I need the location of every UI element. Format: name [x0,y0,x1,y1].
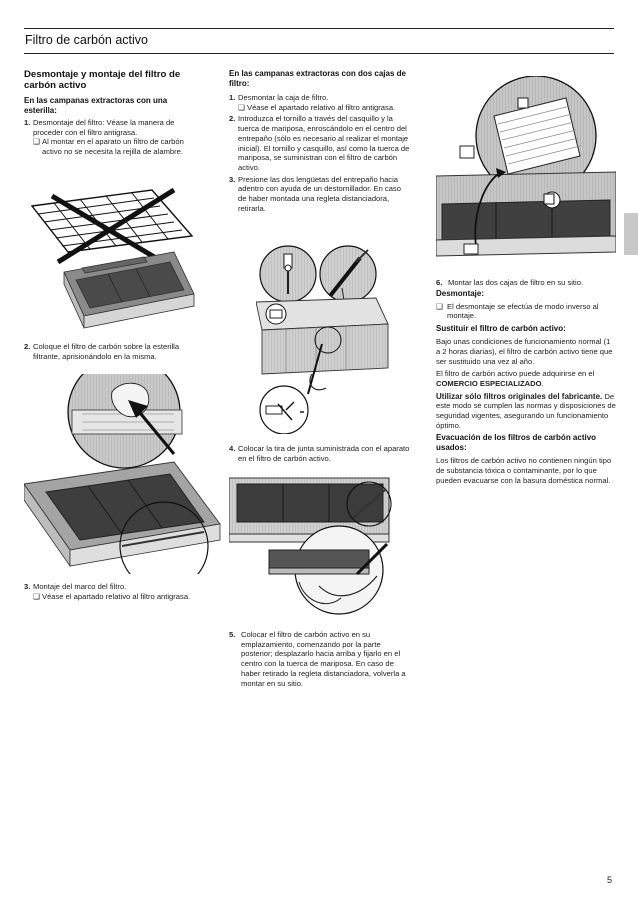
step-number: 4. [229,444,236,453]
step-text: Colocar la tira de junta suministrada con el aparato en el filtro de carbón activo. [238,444,410,463]
illustration-wire-grid-crossed [24,176,200,334]
col2-heading: En las campanas extractoras con dos cajas de filtro: [229,69,406,88]
illustration-mount-filter-boxes [436,76,616,270]
originales-bold: Utilizar sólo filtros originales del fabricante. [436,391,603,401]
step-text: Introduzca el tornillo a través del casquillo y la tuerca de mariposa, enroscándolo en el centro del entrepaño (sólo es necesario al realizar el montaje inicial). El tornillo y casquillo, así como la tuerca de mariposa, se suministran con el filtro de carbón activo. [238,114,410,172]
step-number: 2. [24,342,31,351]
header-rule-top [24,28,614,29]
step-text: Presione las dos lengüetas del entrepaño hacia adentro con ayuda de un destornillador. En caso de haber montada una regleta distanciadora, retirarla. [238,174,401,213]
col3-text [436,278,616,486]
note-text: Véase el apartado relativo al filtro antigrasa. [247,102,396,112]
col1-step-1-note [24,137,200,156]
evacuacion-paragraph: Los filtros de carbón activo no contienen ningún tipo de substancia tóxica o contaminante, por lo que pueden evacuarse con la basura doméstica normal. [436,456,612,485]
step-text: Coloque el filtro de carbón sobre la esterilla filtrante, aprisionándolo en la misma. [33,342,180,361]
sustituir-paragraph-2 [436,369,616,388]
step-text: Desmontar la caja de filtro. [238,93,329,102]
section-side-tab [624,213,638,255]
col1-intro [24,69,200,157]
col1-step-1 [24,118,200,137]
checkbox-bullet-icon: ❑ [33,137,40,147]
step-text: Colocar el filtro de carbón activo en su emplazamiento, comenzando por la parte posterior; desplazarlo hacia arriba y fijarlo en el centro con la tuerca de mariposa. En caso de haber retirado la regleta distanciadora, volverla a montar en su sitio. [241,630,406,688]
step-number: 6. [436,278,443,287]
step-number: 1. [24,118,31,127]
note-text: Véase el apartado relativo al filtro antigrasa. [42,591,191,601]
col2-step-4 [229,444,411,463]
step-number: 5. [229,630,236,639]
step-number: 3. [24,582,31,591]
checkbox-bullet-icon: ❑ [238,102,245,112]
step-number: 2. [229,114,236,124]
checkbox-bullet-icon: ❑ [436,301,443,311]
col2-step-1 [229,93,411,103]
col2-step-1-note [229,103,411,113]
illustration-place-carbon-filter [24,374,224,574]
step-number: 3. [229,174,236,184]
originales-paragraph [436,392,616,431]
originales-text: De este modo se cumplen las normas y disposiciones de seguridad vigentes, asegurando un funcionamiento óptimo. [436,391,616,430]
step-number: 1. [229,93,236,102]
sustituir-text-suffix: . [541,378,544,388]
header-rule-bottom [24,53,614,54]
comercio-especializado: COMERCIO ESPECIALIZADO [436,378,542,388]
sustituir-text-prefix: El filtro de carbón activo puede adquirirse en el [436,369,595,379]
step-text: Montaje del marco del filtro. [33,582,127,591]
desmontaje-heading: Desmontaje: [436,288,485,298]
illustration-screw-and-tabs [256,244,406,434]
desmontaje-note [436,302,616,321]
col2-step-5-block [229,630,411,688]
page-number: 5 [607,875,613,885]
col2-step-3 [229,175,411,214]
col2-intro [229,69,411,213]
evacuacion-heading: Evacuación de los filtros de carbón activo usados: [436,433,597,453]
col1-step-2-block [24,342,200,361]
col1-subheading: En las campanas extractoras con una esterilla: [24,96,168,115]
col1-step-3-block [24,582,200,601]
col1-step-3-note [24,592,200,602]
col1-step-2 [24,342,200,361]
sustituir-paragraph-1: Bajo unas condiciones de funcionamiento normal (1 a 2 horas diarias), el filtro de carbón activo tiene que ser sustituido una vez al año. [436,337,613,366]
col1-step-3 [24,582,200,592]
step-text: Montar las dos cajas de filtro en su sitio. [448,278,584,287]
illustration-gasket-strip [229,470,411,620]
desmontaje-text: El desmontaje se efectúa de modo inverso al montaje. [447,301,599,321]
step-text: Desmontaje del filtro: Véase la manera de proceder con el filtro antigrasa. [33,118,175,137]
page-title: Filtro de carbón activo [25,33,148,47]
checkbox-bullet-icon: ❑ [33,591,40,601]
col2-step-4-block [229,444,411,463]
col3-step-6 [436,278,616,288]
note-text: Al montar en el aparato un filtro de carbón activo no se necesita la rejilla de alambre. [42,137,184,157]
sustituir-heading: Sustituir el filtro de carbón activo: [436,324,566,334]
col2-step-5 [229,630,411,688]
col2-step-2 [229,114,411,172]
col1-heading: Desmontaje y montaje del filtro de carbón activo [24,69,181,91]
